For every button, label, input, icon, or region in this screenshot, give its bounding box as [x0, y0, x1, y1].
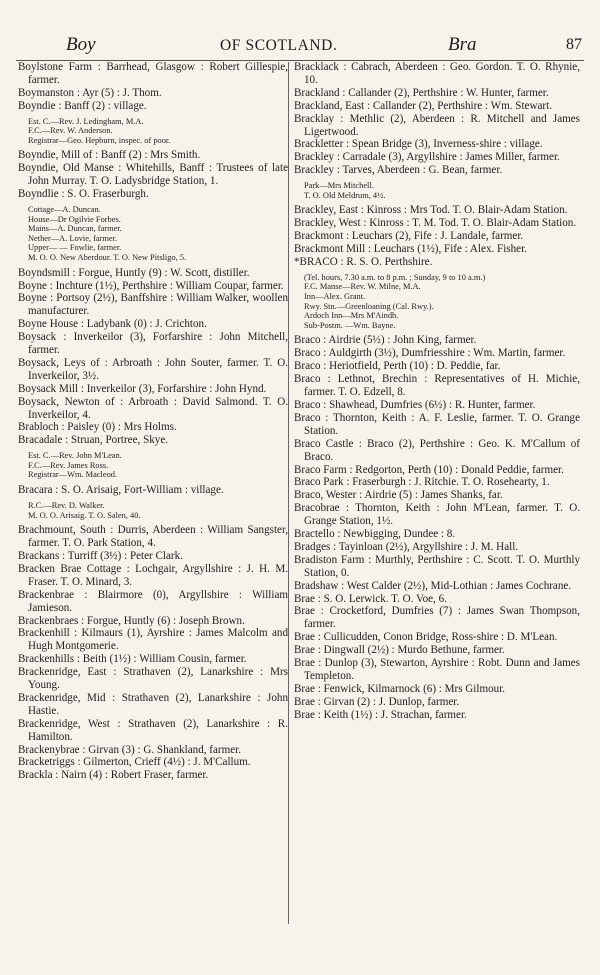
gazetteer-entry: Boysack Mill : Inverkeilor (3), Forfarshire : John Hynd.: [18, 382, 267, 395]
right-column: [294, 61, 580, 722]
gazetteer-entry: Brae : S. O. Lerwick. T. O. Voe, 6.: [294, 592, 447, 605]
sub-listing-line: Upper— — Fowlie, farmer.: [28, 243, 122, 253]
sub-listing-line: F.C.—Rev. W. Anderson.: [28, 126, 113, 136]
sub-listing-line: Sub-Postm. —Wm. Bayne.: [304, 320, 396, 330]
sub-listing: [18, 451, 288, 480]
sub-listing-line: Cottage—A. Duncan.: [28, 205, 101, 215]
gazetteer-entry: Bracklack : Cabrach, Aberdeen : Geo. Gordon. T. O. Rhynie, 10.: [294, 61, 580, 86]
gazetteer-entry: Bradshaw : West Calder (2½), Mid-Lothian : James Cochrane.: [294, 579, 572, 592]
gazetteer-entry: Brackenridge, East : Strathaven (2), Lanarkshire : Mrs Young.: [18, 666, 288, 692]
gazetteer-entry: Boyne : Portsoy (2½), Banffshire : William Walker, woollen manufacturer.: [18, 292, 288, 318]
gazetteer-entry: Boyndie : Banff (2) : village.: [18, 99, 147, 112]
gazetteer-entry: Brackenybrae : Girvan (3) : G. Shankland, farmer.: [18, 743, 242, 756]
sub-listing: [18, 501, 288, 520]
gazetteer-entry: Brae : Dingwall (2½) : Murdo Bethune, farmer.: [294, 644, 505, 657]
gazetteer-entry: Brackenridge, Mid : Strathaven (2), Lanarkshire : John Hastie.: [18, 691, 288, 717]
gazetteer-entry: Brackla : Nairn (4) : Robert Fraser, farmer.: [18, 769, 209, 782]
gazetteer-entry: Brackletter : Spean Bridge (3), Inverness-shire : village.: [294, 138, 543, 151]
sub-listing-line: Est. C.—Rev. J. Ledingham, M.A.: [28, 116, 144, 126]
gazetteer-entry: Brackenridge, West : Strathaven (2), Lanarkshire : R. Hamilton.: [18, 717, 288, 743]
gazetteer-entry: Boyne : Inchture (1½), Perthshire : William Coupar, farmer.: [18, 279, 284, 292]
gazetteer-entry: Bradges : Tayinloan (2½), Argyllshire : J. M. Hall.: [294, 540, 519, 553]
gazetteer-entry: Brae : Cullicudden, Conon Bridge, Ross-shire : D. M'Lean.: [294, 631, 558, 644]
sub-listing-line: Nether—A. Lovie, farmer.: [28, 233, 118, 243]
sub-listing-line: M. O. O. Arisaig. T. O. Salen, 40.: [28, 510, 141, 520]
gazetteer-entry: Brae : Crocketford, Dumfries (7) : James Swan Thompson, farmer.: [294, 605, 580, 631]
gazetteer-entry: Braco Castle : Braco (2), Perthshire : Geo. K. M'Callum of Braco.: [294, 437, 580, 463]
gazetteer-entry: Braco : Lethnot, Brechin : Representatives of H. Michie, farmer. T. O. Edzell, 8.: [294, 373, 580, 399]
sub-listing-line: Mains—A. Duncan, farmer.: [28, 224, 122, 234]
gazetteer-entry: Brackland : Callander (2), Perthshire : W. Hunter, farmer.: [294, 86, 549, 99]
sub-listing-line: Rwy. Stn.—Greenloaning (Cal. Rwy.).: [304, 301, 434, 311]
gazetteer-entry: Braco, Wester : Airdrie (5) : James Shanks, far.: [294, 489, 503, 502]
gazetteer-entry: Brackley, East : Kinross : Mrs Tod. T. O. Blair-Adam Station.: [294, 204, 568, 217]
sub-listing-line: Registrar—Geo. Hepburn, inspec. of poor.: [28, 135, 171, 145]
gazetteer-entry: Boylstone Farm : Barrhead, Glasgow : Robert Gillespie, farmer.: [18, 61, 288, 86]
left-column: [18, 61, 288, 782]
gazetteer-entry: Bracobrae : Thornton, Keith : John M'Lean, farmer. T. O. Grange Station, 1½.: [294, 502, 580, 528]
gazetteer-entry: Brackmont Mill : Leuchars (1½), Fife : Alex. Fisher.: [294, 243, 527, 256]
gazetteer-entry: Brackmont : Leuchars (2), Fife : J. Landale, farmer.: [294, 230, 524, 243]
sub-listing-line: R.C.—Rev. D. Walker.: [28, 500, 105, 510]
gazetteer-entry: Boysack, Leys of : Arbroath : John Souter, farmer. T. O. Inverkeilor, 3½.: [18, 356, 288, 382]
gazetteer-entry: Brackley : Carradale (3), Argyllshire : James Miller, farmer.: [294, 151, 560, 164]
gazetteer-entry: *BRACO : R. S. O. Perthshire.: [294, 255, 433, 268]
gazetteer-entry: Bracara : S. O. Arisaig, Fort-William : village.: [18, 484, 224, 497]
gazetteer-entry: Bracken Brae Cottage : Lochgair, Argyllshire : J. H. M. Fraser. T. O. Minard, 3.: [18, 562, 288, 588]
gazetteer-entry: Braco : Thornton, Keith : A. F. Leslie, farmer. T. O. Grange Station.: [294, 411, 580, 437]
gazetteer-entry: Brae : Girvan (2) : J. Dunlop, farmer.: [294, 695, 460, 708]
gazetteer-entry: Braco : Heriotfield, Perth (10) : D. Peddie, far.: [294, 360, 501, 373]
sub-listing: [18, 205, 288, 263]
gazetteer-entry: Brackans : Turriff (3½) : Peter Clark.: [18, 549, 183, 562]
gazetteer-entry: Brackenbraes : Forgue, Huntly (6) : Joseph Brown.: [18, 614, 245, 627]
gazetteer-entry: Boyndie, Old Manse : Whitehills, Banff : Trustees of late John Murray. T. O. Ladysbridge Station, 1.: [18, 162, 288, 188]
gazetteer-entry: Brachmount, South : Durris, Aberdeen : William Sangster, farmer. T. O. Park Station, 4.: [18, 524, 288, 550]
gazetteer-entry: Boyndlie : S. O. Fraserburgh.: [18, 188, 149, 201]
sub-listing: [294, 273, 580, 331]
gazetteer-entry: Brackley, West : Kinross : T. M. Tod. T. O. Blair-Adam Station.: [294, 217, 577, 230]
gazetteer-entry: Brabloch : Paisley (0) : Mrs Holms.: [18, 421, 177, 434]
gazetteer-entry: Braco Park : Fraserburgh : J. Ritchie. T. O. Rosehearty, 1.: [294, 476, 550, 489]
gazetteer-entry: Brackenbrae : Blairmore (0), Argyllshire : William Jamieson.: [18, 588, 288, 614]
gazetteer-entry: Bracadale : Struan, Portree, Skye.: [18, 434, 169, 447]
gazetteer-entry: Boyndsmill : Forgue, Huntly (9) : W. Scott, distiller.: [18, 266, 250, 279]
gazetteer-entry: Boysack : Inverkeilor (3), Forfarshire : John Mitchell, farmer.: [18, 331, 288, 357]
sub-listing: [18, 117, 288, 146]
header-left-word: Boy: [66, 34, 96, 55]
sub-listing-line: M. O. O. New Aberdour. T. O. New Pitsligo, 5.: [28, 253, 187, 262]
gazetteer-entry: Braco : Shawhead, Dumfries (6½) : R. Hunter, farmer.: [294, 398, 536, 411]
gazetteer-entry: Brae : Keith (1½) : J. Strachan, farmer.: [294, 708, 467, 721]
sub-listing-line: Est. C.—Rev. John M'Lean.: [28, 451, 122, 461]
gazetteer-entry: Brae : Fenwick, Kilmarnock (6) : Mrs Gilmour.: [294, 682, 506, 695]
sub-listing-line: (Tel. hours, 7.30 a.m. to 8 p.m. ; Sunday, 9 to 10 a.m.): [304, 272, 486, 282]
gazetteer-entry: Brae : Dunlop (3), Stewarton, Ayrshire : Robt. Dunn and James Templeton.: [294, 657, 580, 682]
gazetteer-entry: Braco : Auldgirth (3½), Dumfriesshire : Wm. Martin, farmer.: [294, 347, 566, 360]
sub-listing-line: Inn—Alex. Grant.: [304, 292, 366, 302]
gazetteer-entry: Brackenhill : Kilmaurs (1), Ayrshire : James Malcolm and Hugh Montgomerie.: [18, 627, 288, 653]
gazetteer-entry: Braco : Airdrie (5½) : John King, farmer.: [294, 334, 477, 347]
gazetteer-entry: Bracketriggs : Gilmerton, Crieff (4½) : J. M'Callum.: [18, 756, 251, 769]
sub-listing-line: Registrar—Wm. Macleod.: [28, 470, 118, 480]
sub-listing-line: House—Dr Ogilvie Forbes.: [28, 214, 121, 224]
sub-listing: [294, 181, 580, 200]
header-right-word: Bra: [448, 34, 477, 55]
column-divider: [288, 62, 289, 924]
page-number: 87: [566, 36, 582, 53]
sub-listing-line: F.C. Manse—Rev. W. Milne, M.A.: [304, 282, 421, 292]
gazetteer-entry: Braco Farm : Redgorton, Perth (10) : Donald Peddie, farmer.: [294, 463, 564, 476]
gazetteer-entry: Brackley : Tarves, Aberdeen : G. Bean, farmer.: [294, 164, 503, 177]
header-title: OF SCOTLAND.: [220, 37, 338, 54]
gazetteer-entry: Bracklay : Methlic (2), Aberdeen : R. Mitchell and James Ligertwood.: [294, 112, 580, 138]
sub-listing-line: Ardoch Inn—Mrs M'Aindh.: [304, 311, 399, 321]
running-header: [18, 34, 584, 60]
sub-listing-line: T. O. Old Meldrum, 4½.: [304, 190, 386, 200]
gazetteer-entry: Brackland, East : Callander (2), Perthshire : Wm. Stewart.: [294, 99, 552, 112]
sub-listing-line: F.C.—Rev. James Ross.: [28, 460, 109, 470]
sub-listing-line: Park—Mrs Mitchell.: [304, 181, 374, 191]
gazetteer-entry: Boyndie, Mill of : Banff (2) : Mrs Smith.: [18, 149, 201, 162]
gazetteer-entry: Boymanston : Ayr (5) : J. Thom.: [18, 86, 162, 99]
gazetteer-entry: Boysack, Newton of : Arbroath : David Salmond. T. O. Inverkeilor, 4.: [18, 395, 288, 421]
gazetteer-entry: Brackenhills : Beith (1½) : William Cousin, farmer.: [18, 653, 247, 666]
gazetteer-entry: Bractello : Newbigging, Dundee : 8.: [294, 528, 456, 541]
gazetteer-entry: Boyne House : Ladybank (0) : J. Crichton.: [18, 318, 207, 331]
gazetteer-entry: Bradiston Farm : Murthly, Perthshire : C. Scott. T. O. Murthly Station, 0.: [294, 553, 580, 579]
